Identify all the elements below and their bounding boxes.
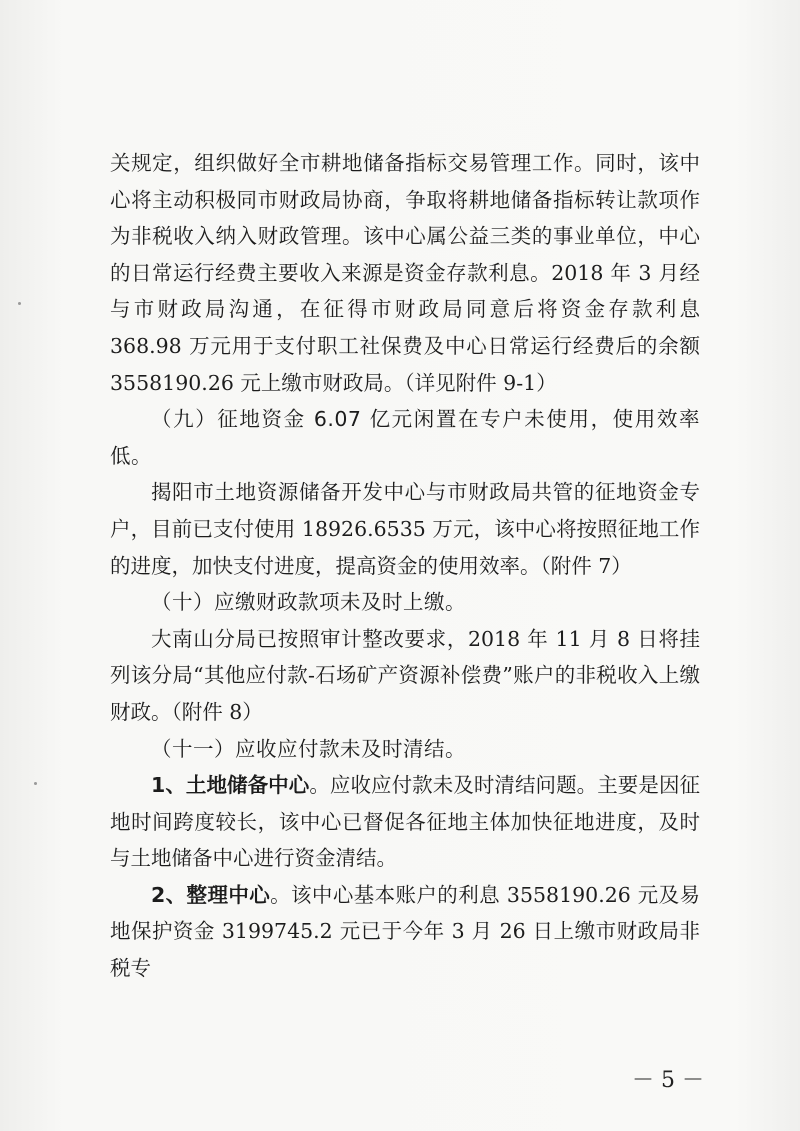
scan-speck (18, 302, 21, 305)
scan-speck (34, 782, 37, 785)
item-2-body: 。该中心基本账户的利息 3558190.26 元及易地保护资金 3199745.2 元已于今年 3 月 26 日上缴市财政局非税专 (110, 882, 700, 981)
section-heading-11: （十一）应收应付款未及时清结。 (151, 736, 466, 761)
paragraph-continuation: 关规定，组织做好全市耕地储备指标交易管理工作。同时，该中心将主动积极同市财政局协商，争取将耕地储备指标转让款项作为非税收入纳入财政管理。该中心属公益三类的事业单位，中心的日常运行经费主要收入来源是资金存款利息。2018 年 3 月经与市财政局沟通，在征得市财政局同意后将资金存款利息 368.98 万元用于支付职工社保费及中心日常运行经费后的余额 3558190.26 元上缴市财政局。（详见附件 9-1） (110, 151, 700, 395)
item-1-heading: 1、土地储备中心 (151, 773, 310, 798)
document-body (110, 145, 700, 987)
paragraph-item-1 (110, 767, 700, 877)
page-number: － 5 － (632, 1068, 704, 1093)
section-heading-10: （十）应缴财政款项未及时上缴。 (151, 590, 466, 615)
paragraph-section-9: 揭阳市土地资源储备开发中心与市财政局共管的征地资金专户，目前已支付使用 18926.6535 万元，该中心将按照征地工作的进度，加快支付进度，提高资金的使用效率。（附件 7） (110, 480, 700, 578)
paragraph-section-10: 大南山分局已按照审计整改要求，2018 年 11 月 8 日将挂列该分局“其他应付款-石场矿产资源补偿费”账户的非税收入上缴财政。（附件 8） (110, 626, 700, 724)
section-heading-9: （九）征地资金 6.07 亿元闲置在专户未使用，使用效率低。 (110, 407, 700, 468)
item-1-body: 。应收应付款未及时清结问题。主要是因征地时间跨度较长，该中心已督促各征地主体加快征地进度，及时与土地储备中心进行资金清结。 (110, 773, 701, 871)
item-2-heading: 2、整理中心 (151, 882, 271, 907)
paragraph-item-2 (110, 877, 700, 987)
